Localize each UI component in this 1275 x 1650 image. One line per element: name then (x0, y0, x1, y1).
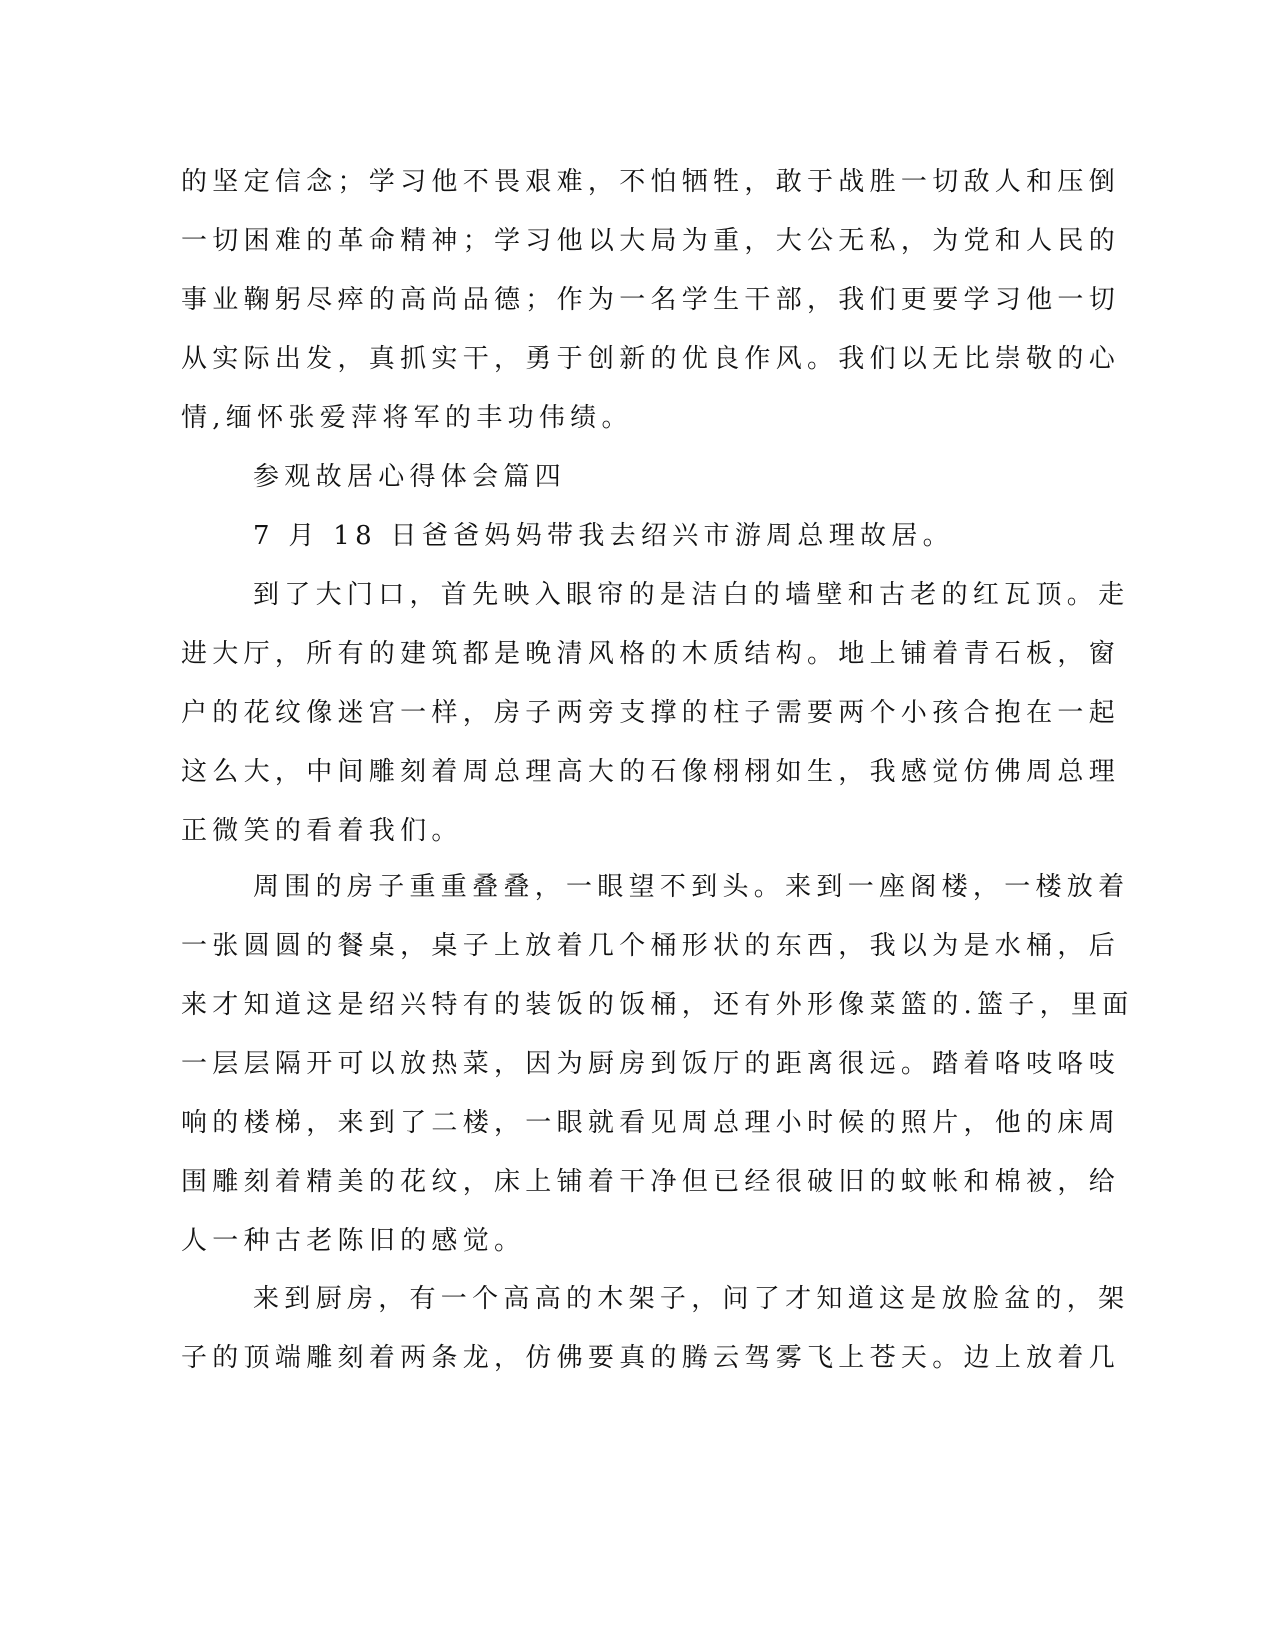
date-line: 7 月 18 日爸爸妈妈带我去绍兴市游周总理故居。 (253, 521, 954, 551)
paragraph-line: 子的顶端雕刻着两条龙，仿佛要真的腾云驾雾飞上苍天。边上放着几 (181, 1343, 1121, 1373)
paragraph-gate (181, 566, 1130, 861)
paragraph-line: 事业鞠躬尽瘁的高尚品德；作为一名学生干部，我们更要学习他一切 (181, 285, 1121, 315)
paragraph-line: 响的楼梯，来到了二楼，一眼就看见周总理小时候的照片，他的床周 (181, 1108, 1121, 1138)
paragraph-line: 一切困难的革命精神；学习他以大局为重，大公无私，为党和人民的 (181, 226, 1121, 256)
paragraph-line: 一张圆圆的餐桌，桌子上放着几个桶形状的东西，我以为是水桶，后 (181, 931, 1121, 961)
paragraph-house (181, 858, 1134, 1271)
paragraph-line: 到了大门口，首先映入眼帘的是洁白的墙壁和古老的红瓦顶。走 (253, 580, 1130, 610)
paragraph-line: 来才知道这是绍兴特有的装饭的饭桶，还有外形像菜篮的.篮子，里面 (181, 990, 1134, 1020)
paragraph-line: 围雕刻着精美的花纹，床上铺着干净但已经很破旧的蚊帐和棉被，给 (181, 1167, 1121, 1197)
paragraph-line: 正微笑的看着我们。 (181, 816, 463, 846)
paragraph-line: 的坚定信念；学习他不畏艰难，不怕牺牲，敢于战胜一切敌人和压倒 (181, 167, 1121, 197)
paragraph-line: 户的花纹像迷宫一样，房子两旁支撑的柱子需要两个小孩合抱在一起 (181, 698, 1121, 728)
paragraph-kitchen (181, 1270, 1130, 1388)
document-text-upper (181, 153, 1121, 566)
paragraph-line: 这么大，中间雕刻着周总理高大的石像栩栩如生，我感觉仿佛周总理 (181, 757, 1121, 787)
paragraph-line: 情,缅怀张爱萍将军的丰功伟绩。 (181, 403, 633, 433)
section-heading: 参观故居心得体会篇四 (253, 462, 567, 492)
paragraph-line: 周围的房子重重叠叠，一眼望不到头。来到一座阁楼，一楼放着 (253, 872, 1130, 902)
paragraph-line: 来到厨房，有一个高高的木架子，问了才知道这是放脸盆的，架 (253, 1284, 1130, 1314)
paragraph-line: 进大厅，所有的建筑都是晚清风格的木质结构。地上铺着青石板，窗 (181, 639, 1121, 669)
paragraph-line: 人一种古老陈旧的感觉。 (181, 1226, 526, 1256)
paragraph-line: 一层层隔开可以放热菜，因为厨房到饭厅的距离很远。踏着咯吱咯吱 (181, 1049, 1121, 1079)
paragraph-line: 从实际出发，真抓实干，勇于创新的优良作风。我们以无比崇敬的心 (181, 344, 1121, 374)
